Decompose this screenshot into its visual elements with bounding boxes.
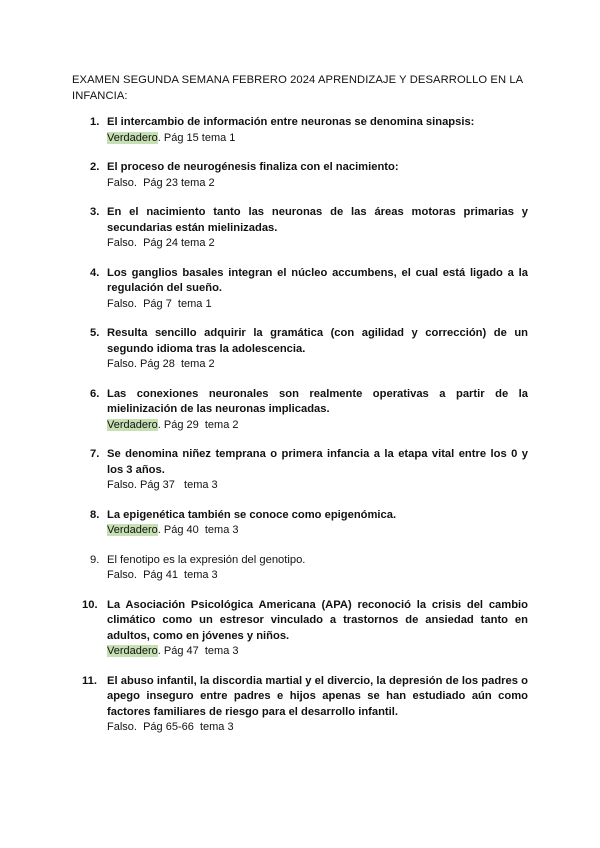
answer-line [107,357,528,373]
question-text: El abuso infantil, la discordia martial y el divercio, la depresión de los padres o apego inseguro entre padres e hijos apenas se han estudiado aún como factores familiares de riesgo para el desarrollo infantil. [107,674,528,718]
answer-value: Falso [107,237,134,249]
question-number: 7. [90,448,100,460]
answer-line [107,720,528,736]
question-text: El intercambio de información entre neuronas se denomina sinapsis: [107,116,475,128]
question-number: 1. [90,116,100,128]
answer-line [107,236,528,252]
question-item [72,674,528,736]
list-gap [72,433,528,447]
answer-reference: . Pág 29 tema 2 [157,418,239,431]
question-text: El fenotipo es la expresión del genotipo. [107,553,306,566]
answer-value: Falso [107,297,134,310]
answer-line [107,176,528,192]
question-item [72,598,528,660]
answer-value: Falso [107,569,134,581]
question-item [72,508,528,539]
document-title: EXAMEN SEGUNDA SEMANA FEBRERO 2024 APRENDIZAJE Y DESARROLLO EN LA INFANCIA: [72,74,523,102]
answer-reference: . Pág 37 tema 3 [133,479,218,491]
list-gap [72,660,528,674]
question-number: 11. [82,674,97,687]
question-item [72,160,528,191]
list-gap [72,252,528,266]
list-gap [72,584,528,598]
question-item [72,553,528,584]
question-list [72,115,528,736]
answer-value: Falso [107,176,134,189]
answer-reference: . Pág 15 tema 1 [157,131,236,144]
question-text: Se denomina niñez temprana o primera infancia a la etapa vital entre los 0 y los 3 años. [107,448,528,476]
answer-value: Falso [107,479,134,491]
question-item [72,326,528,373]
answer-reference: . Pág 7 tema 1 [133,297,212,310]
answer-line [107,478,528,494]
answer-reference: . Pág 47 tema 3 [157,645,239,657]
question-text: La Asociación Psicológica Americana (APA) reconoció la crisis del cambio climático como un estresor vinculado a trastornos de ansiedad tanto en adultos, como en jóvenes y niños. [107,598,528,642]
question-text: El proceso de neurogénesis finaliza con el nacimiento: [107,161,399,173]
answer-reference: . Pág 23 tema 2 [133,176,215,189]
answer-reference: . Pág 40 tema 3 [157,524,239,536]
answer-true-highlight: Verdadero [107,524,158,536]
question-number: 2. [90,161,100,173]
answer-reference: . Pág 41 tema 3 [133,569,218,581]
answer-reference: . Pág 28 tema 2 [133,358,215,370]
answer-value: Falso [107,721,134,733]
question-number: 3. [90,206,100,218]
question-text: La epigenética también se conoce como epigenómica. [107,508,397,521]
question-item [72,447,528,494]
list-gap [72,312,528,326]
question-number: 10. [82,598,98,611]
list-gap [72,191,528,205]
list-gap [72,494,528,508]
question-text: Resulta sencillo adquirir la gramática (con agilidad y corrección) de un segundo idioma tras la adolescencia. [107,327,528,355]
question-number: 5. [90,327,100,339]
answer-true-highlight: Verdadero [107,418,158,431]
answer-line [107,131,528,147]
list-gap [72,539,528,553]
question-number: 9. [90,553,100,566]
question-item [72,115,528,146]
answer-reference: . Pág 24 tema 2 [133,237,215,249]
answer-line [107,418,528,434]
question-text: Los ganglios basales integran el núcleo accumbens, el cual está ligado a la regulación del sueño. [107,266,528,294]
answer-line [107,523,528,539]
answer-value: Falso [107,358,134,370]
question-item [72,266,528,313]
question-item [72,205,528,252]
answer-true-highlight: Verdadero [107,131,158,144]
question-text: Las conexiones neuronales son realmente operativas a partir de la mielinización de las neuronas implicadas. [107,387,528,415]
question-number: 6. [90,387,100,400]
question-item [72,387,528,434]
list-gap [72,373,528,387]
question-text: En el nacimiento tanto las neuronas de las áreas motoras primarias y secundarias están mielinizadas. [107,206,528,234]
answer-reference: . Pág 65-66 tema 3 [133,721,234,733]
list-gap [72,146,528,160]
question-number: 4. [90,266,100,279]
answer-line [107,568,528,584]
answer-line [107,297,528,313]
answer-true-highlight: Verdadero [107,645,158,657]
question-number: 8. [90,508,100,521]
answer-line [107,644,528,660]
